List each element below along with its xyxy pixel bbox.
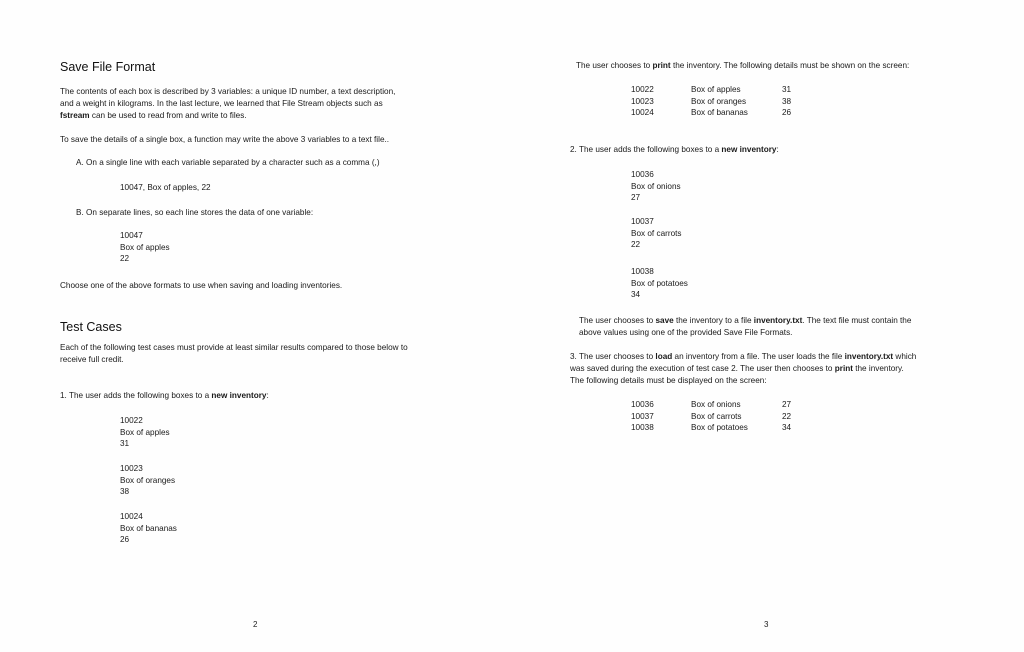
save-line-2: above values using one of the provided Save File Formats. — [579, 328, 793, 337]
print-table-names — [691, 84, 748, 119]
load-table-ids — [631, 399, 654, 434]
case-1-bold: new inventory — [211, 391, 267, 400]
table-cell-id: 10038 — [631, 423, 654, 433]
print-suffix: the inventory. The following details must be shown on the screen: — [670, 61, 910, 70]
case-1-intro — [60, 390, 269, 402]
table-cell-id: 10036 — [631, 400, 654, 409]
table-cell-id: 10023 — [631, 96, 654, 106]
option-a: A. On a single line with each variable separated by a character such as a comma (,) — [76, 158, 380, 167]
choose-format: Choose one of the above formats to use when saving and loading inventories. — [60, 281, 343, 290]
box-id: 10037 — [631, 217, 654, 226]
box-desc: Box of potatoes — [631, 278, 688, 288]
box-id: 10023 — [120, 464, 143, 473]
box-desc: Box of carrots — [631, 228, 682, 238]
test-intro-1: Each of the following test cases must provide at least similar results compared to those below to — [60, 343, 408, 352]
save-bold: save — [655, 316, 674, 325]
example-b-weight: 22 — [120, 254, 130, 264]
page-number: 3 — [764, 620, 769, 629]
case-2-box-1 — [631, 169, 681, 204]
table-cell-id: 10037 — [631, 411, 654, 421]
intro-line-2: and a weight in kilograms. In the last lecture, we learned that File Stream objects such as — [60, 99, 383, 108]
case-1-box-2 — [120, 463, 175, 498]
table-cell-name: Box of carrots — [691, 411, 742, 421]
case-3-l1-file: inventory.txt — [844, 352, 894, 361]
table-cell-name: Box of apples — [691, 85, 741, 94]
example-b-id: 10047 — [120, 231, 143, 240]
box-weight: 27 — [631, 193, 641, 203]
table-cell-name: Box of bananas — [691, 108, 748, 118]
box-weight: 38 — [120, 487, 130, 497]
table-cell-name: Box of potatoes — [691, 423, 748, 433]
case-1-suffix: : — [266, 391, 269, 400]
save-file-format-heading: Save File Format — [60, 60, 156, 74]
table-cell-name: Box of oranges — [691, 96, 747, 106]
case-3-l1-suffix: which — [893, 352, 917, 361]
case-3-l1-mid: an inventory from a file. The user loads the file — [672, 352, 845, 361]
box-desc: Box of bananas — [120, 523, 177, 533]
table-cell-id: 10022 — [631, 85, 654, 94]
table-cell-weight: 38 — [782, 96, 792, 106]
example-b-desc: Box of apples — [120, 242, 170, 252]
print-table-ids — [631, 84, 654, 119]
box-id: 10038 — [631, 267, 654, 276]
save-suffix: . The text file must contain the — [802, 316, 912, 325]
print-prefix: The user chooses to — [576, 61, 653, 70]
page-number: 2 — [253, 620, 258, 629]
case-3-l1-prefix: 3. The user chooses to — [570, 352, 656, 361]
save-intro: To save the details of a single box, a function may write the above 3 variables to a text file.. — [60, 135, 390, 144]
case-3-l2-prefix: was saved during the execution of test case 2. The user then chooses to — [570, 364, 835, 373]
box-desc: Box of apples — [120, 427, 170, 437]
case-3-l2-suffix: the inventory. — [852, 364, 904, 373]
box-weight: 26 — [120, 535, 130, 545]
box-id: 10024 — [120, 512, 143, 521]
save-mid: the inventory to a file — [673, 316, 754, 325]
box-weight: 22 — [631, 240, 641, 250]
case-3-l1-bold: load — [655, 352, 673, 361]
case-3-line-3: The following details must be displayed on the screen: — [570, 376, 767, 385]
example-b — [120, 230, 170, 265]
print-table-weights — [782, 84, 791, 119]
case-3-line-2 — [570, 363, 904, 375]
box-id: 10022 — [120, 416, 143, 425]
table-cell-weight: 27 — [782, 400, 792, 409]
table-cell-id: 10024 — [631, 108, 654, 118]
save-line-1 — [579, 315, 911, 327]
box-desc: Box of onions — [631, 181, 681, 191]
case-2-bold: new inventory — [721, 145, 777, 154]
case-2-intro — [570, 144, 779, 156]
table-cell-weight: 31 — [782, 85, 792, 94]
print-bold: print — [652, 61, 671, 70]
intro-line-3 — [60, 110, 247, 122]
case-3-l2-bold: print — [834, 364, 853, 373]
table-cell-weight: 34 — [782, 423, 792, 433]
load-table-names — [691, 399, 748, 434]
case-1-box-1 — [120, 415, 170, 450]
option-b: B. On separate lines, so each line stores the data of one variable: — [76, 208, 314, 217]
table-cell-weight: 26 — [782, 108, 792, 118]
save-file: inventory.txt — [753, 316, 803, 325]
intro-line-3-rest: can be used to read from and write to files. — [89, 111, 247, 120]
case-2-box-2 — [631, 216, 682, 251]
page-3 — [512, 0, 1024, 652]
box-weight: 34 — [631, 290, 641, 300]
test-intro-2: receive full credit. — [60, 355, 124, 364]
print-intro — [576, 60, 909, 72]
example-a: 10047, Box of apples, 22 — [120, 183, 211, 192]
case-3-line-1 — [570, 351, 916, 363]
fstream-term: fstream — [60, 111, 90, 120]
box-id: 10036 — [631, 170, 654, 179]
test-cases-heading: Test Cases — [60, 320, 122, 334]
case-2-box-3 — [631, 266, 688, 301]
load-table-weights — [782, 399, 791, 434]
box-weight: 31 — [120, 439, 130, 449]
intro-line-1: The contents of each box is described by 3 variables: a unique ID number, a text description, — [60, 87, 396, 96]
case-2-prefix: 2. The user adds the following boxes to a — [570, 145, 722, 154]
table-cell-name: Box of onions — [691, 400, 741, 409]
box-desc: Box of oranges — [120, 475, 176, 485]
case-1-box-3 — [120, 511, 177, 546]
table-cell-weight: 22 — [782, 411, 792, 421]
case-1-prefix: 1. The user adds the following boxes to a — [60, 391, 212, 400]
case-2-suffix: : — [776, 145, 779, 154]
save-prefix: The user chooses to — [579, 316, 656, 325]
